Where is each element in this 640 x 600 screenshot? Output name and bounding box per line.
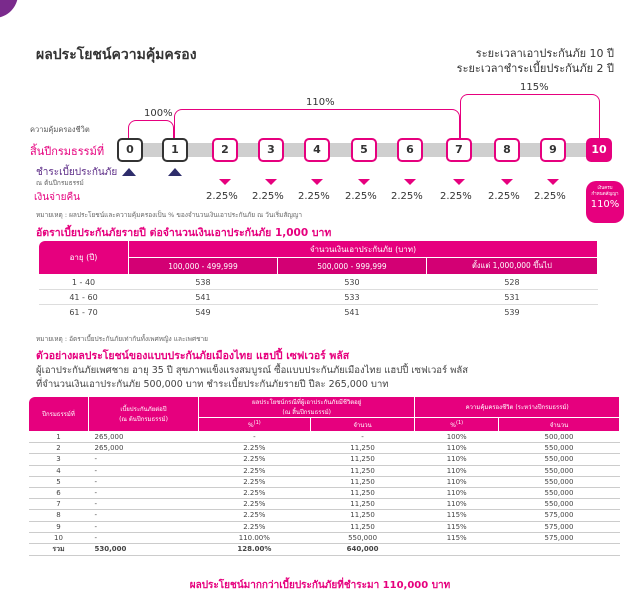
col-sum-insured-header: จำนวนเงินเอาประกันภัย (บาท)	[129, 241, 598, 258]
cell-p: 265,000	[89, 432, 199, 443]
payout-pct-year-4: 2.25%	[298, 191, 330, 202]
rate-row	[39, 305, 598, 320]
cell-y: 10	[29, 532, 89, 543]
example-line-1: ผู้เอาประกันภัยเพศชาย อายุ 35 ปี สุขภาพแข็งแรงสมบูรณ์ ซื้อแบบประกันภัยเมืองไทย แฮปปี้ เซฟเวอร์ พลัส	[36, 365, 468, 376]
cell-bp: 2.25%	[199, 510, 311, 521]
cell-ca: 550,000	[498, 476, 619, 487]
rate-cell-v1: 549	[129, 305, 278, 320]
cell-p: -	[89, 499, 199, 510]
payout-pct-year-5: 2.25%	[345, 191, 377, 202]
cell-p: 530,000	[89, 543, 199, 555]
rate-cell-v3: 531	[426, 290, 597, 305]
cell-ba: 550,000	[310, 532, 415, 543]
cell-bp: 2.25%	[199, 465, 311, 476]
payout-marker-year-8	[501, 179, 513, 185]
benefit-amount-header: จำนวน	[310, 418, 415, 432]
cell-bp: 2.25%	[199, 476, 311, 487]
payout-marker-year-4	[311, 179, 323, 185]
year-box-10: 10	[586, 138, 612, 162]
cell-ba: 11,250	[310, 499, 415, 510]
total-row	[29, 543, 620, 555]
cell-bp: 2.25%	[199, 499, 311, 510]
premium-header-sub: (ณ ต้นปีกรมธรรม์)	[119, 416, 168, 423]
tier-header-3: ตั้งแต่ 1,000,000 ขึ้นไป	[426, 258, 597, 275]
cell-cp: 110%	[415, 499, 499, 510]
payout-marker-year-2	[219, 179, 231, 185]
coverage-pct-header-text: %	[450, 422, 456, 429]
col-premium-header	[89, 397, 199, 432]
cell-p: -	[89, 521, 199, 532]
benefit-header-sub: (ณ สิ้นปีกรมธรรม์)	[282, 409, 331, 416]
payout-pct-year-6: 2.25%	[391, 191, 423, 202]
benefit-pct-sup: (1)	[253, 420, 261, 426]
payout-marker-year-3	[265, 179, 277, 185]
premium-marker-year-0	[122, 168, 136, 176]
premium-sub-label: ณ ต้นปีกรมธรรม์	[36, 179, 84, 187]
cell-p: -	[89, 476, 199, 487]
premium-label: ชำระเบี้ยประกันภัย	[36, 167, 118, 178]
cell-y: 8	[29, 510, 89, 521]
payout-pct-year-3: 2.25%	[252, 191, 284, 202]
maturity-line-2: กำหนดสัญญา	[591, 192, 619, 197]
cell-cp: 110%	[415, 443, 499, 454]
cell-bp: -	[199, 432, 311, 443]
tier-header-1: 100,000 - 499,999	[129, 258, 278, 275]
rate-cell-age: 1 - 40	[39, 275, 129, 290]
table-row	[29, 521, 620, 532]
rate-table	[38, 240, 598, 320]
cell-cp: 115%	[415, 532, 499, 543]
coverage-label: ความคุ้มครองชีวิต	[30, 125, 90, 134]
cell-ba: 11,250	[310, 465, 415, 476]
table-row	[29, 432, 620, 443]
example-line-2: ที่จำนวนเงินเอาประกันภัย 500,000 บาท ชำระเบี้ยประกันภัยรายปี ปีละ 265,000 บาท	[36, 379, 389, 390]
cell-ba: 11,250	[310, 487, 415, 498]
cell-bp: 2.25%	[199, 443, 311, 454]
cell-bp: 2.25%	[199, 521, 311, 532]
benefit-header-text: ผลประโยชน์กรณีที่ผู้เอาประกันภัยมีชีวิตอยู่	[252, 399, 362, 406]
payout-label: เงินจ่ายคืน	[34, 192, 80, 203]
col-benefit-header	[199, 397, 415, 418]
rate-cell-v1: 541	[129, 290, 278, 305]
cell-p: -	[89, 454, 199, 465]
cell-ba: -	[310, 432, 415, 443]
benefit-pct-header-text: %	[247, 422, 254, 429]
cell-bp: 2.25%	[199, 454, 311, 465]
cell-y: 6	[29, 487, 89, 498]
cell-ca: 575,000	[498, 510, 619, 521]
cell-cp: 110%	[415, 476, 499, 487]
rate-table-note: หมายเหตุ : อัตราเบี้ยประกันภัยเท่ากันทั้งเพศหญิง และเพศชาย	[36, 335, 208, 343]
cell-y: 7	[29, 499, 89, 510]
payout-marker-year-7	[453, 179, 465, 185]
table-row	[29, 532, 620, 543]
cell-p: 265,000	[89, 443, 199, 454]
tier-header-2: 500,000 - 999,999	[277, 258, 426, 275]
coverage-amount-header: จำนวน	[498, 418, 619, 432]
cell-cp: 100%	[415, 432, 499, 443]
bracket-label-100: 100%	[144, 108, 173, 119]
timeline-note: หมายเหตุ : ผลประโยชน์และความคุ้มครองเป็น % ของจำนวนเงินเอาประกันภัย ณ วันเริ่มสัญญา	[36, 211, 303, 219]
cell-cp: 110%	[415, 487, 499, 498]
bracket-115	[460, 94, 600, 142]
col-age-header: อายุ (ปี)	[39, 241, 129, 275]
rate-cell-v3: 528	[426, 275, 597, 290]
cell-ca: 550,000	[498, 443, 619, 454]
payout-marker-year-6	[404, 179, 416, 185]
payout-marker-year-9	[547, 179, 559, 185]
rate-cell-v2: 541	[277, 305, 426, 320]
table-row	[29, 487, 620, 498]
cell-cp: 115%	[415, 510, 499, 521]
table-row	[29, 443, 620, 454]
year-box-8: 8	[494, 138, 520, 162]
cell-cp: 115%	[415, 521, 499, 532]
payout-pct-year-7: 2.25%	[440, 191, 472, 202]
bracket-label-110: 110%	[306, 97, 335, 108]
year-box-5: 5	[351, 138, 377, 162]
cell-ca: 575,000	[498, 532, 619, 543]
cell-ca: 550,000	[498, 487, 619, 498]
year-box-7: 7	[446, 138, 472, 162]
cell-ba: 11,250	[310, 476, 415, 487]
bracket-label-115: 115%	[520, 82, 549, 93]
cell-cp: 110%	[415, 454, 499, 465]
cell-ca: 500,000	[498, 432, 619, 443]
rate-cell-v3: 539	[426, 305, 597, 320]
year-box-3: 3	[258, 138, 284, 162]
rate-row	[39, 275, 598, 290]
rate-table-heading: อัตราเบี้ยประกันภัยรายปี ต่อจำนวนเงินเอาประกันภัย 1,000 บาท	[36, 227, 332, 239]
table-row	[29, 499, 620, 510]
rate-cell-v2: 530	[277, 275, 426, 290]
table-row	[29, 465, 620, 476]
premium-marker-year-1	[168, 168, 182, 176]
maturity-line-1: เงินครบ	[597, 186, 613, 191]
cell-y: 5	[29, 476, 89, 487]
year-box-1: 1	[162, 138, 188, 162]
cell-cp: 110%	[415, 465, 499, 476]
year-box-9: 9	[540, 138, 566, 162]
cell-ca: 575,000	[498, 521, 619, 532]
benefit-pct-header	[199, 418, 311, 432]
cell-y: 1	[29, 432, 89, 443]
cell-y: รวม	[29, 543, 89, 555]
cell-p: -	[89, 532, 199, 543]
cell-ca: 550,000	[498, 454, 619, 465]
cell-ba: 11,250	[310, 510, 415, 521]
cell-y: 3	[29, 454, 89, 465]
cell-bp: 2.25%	[199, 487, 311, 498]
year-box-6: 6	[397, 138, 423, 162]
year-box-0: 0	[117, 138, 143, 162]
payout-pct-year-9: 2.25%	[534, 191, 566, 202]
cell-bp: 110.00%	[199, 532, 311, 543]
year-box-4: 4	[304, 138, 330, 162]
year-end-label: สิ้นปีกรมธรรม์ที่	[30, 145, 105, 158]
coverage-pct-sup: (1)	[456, 420, 464, 426]
payout-pct-year-8: 2.25%	[488, 191, 520, 202]
cell-y: 4	[29, 465, 89, 476]
cell-ca: 550,000	[498, 499, 619, 510]
benefit-summary: ผลประโยชน์มากกว่าเบี้ยประกันภัยที่ชำระมา 110,000 บาท	[189, 580, 451, 591]
coverage-period: ระยะเวลาเอาประกันภัย 10 ปี	[475, 47, 614, 60]
coverage-pct-header	[415, 418, 499, 432]
col-coverage-header: ความคุ้มครองชีวิต (ระหว่างปีกรมธรรม์)	[415, 397, 620, 418]
cell-y: 9	[29, 521, 89, 532]
payment-period: ระยะเวลาชำระเบี้ยประกันภัย 2 ปี	[456, 62, 614, 75]
cell-ba: 11,250	[310, 443, 415, 454]
cell-p: -	[89, 510, 199, 521]
cell-ba: 11,250	[310, 521, 415, 532]
maturity-badge	[586, 181, 624, 223]
table-row	[29, 476, 620, 487]
rate-row	[39, 290, 598, 305]
payout-marker-year-5	[358, 179, 370, 185]
cell-y: 2	[29, 443, 89, 454]
cell-ba: 640,000	[310, 543, 415, 555]
corner-decoration	[0, 0, 18, 18]
table-row	[29, 454, 620, 465]
example-heading: ตัวอย่างผลประโยชน์ของแบบประกันภัยเมืองไทย แฮปปี้ เซฟเวอร์ พลัส	[36, 350, 350, 362]
cell-p: -	[89, 487, 199, 498]
cell-ba: 11,250	[310, 454, 415, 465]
rate-cell-v2: 533	[277, 290, 426, 305]
cell-p: -	[89, 465, 199, 476]
rate-cell-age: 61 - 70	[39, 305, 129, 320]
cell-bp: 128.00%	[199, 543, 311, 555]
maturity-percent: 110%	[590, 199, 620, 210]
cell-cp	[415, 543, 499, 555]
col-year-header: ปีกรมธรรม์ที่	[29, 397, 89, 432]
payout-pct-year-2: 2.25%	[206, 191, 238, 202]
cell-ca: 550,000	[498, 465, 619, 476]
rate-cell-age: 41 - 60	[39, 290, 129, 305]
premium-header-text: เบี้ยประกันภัยต่อปี	[120, 406, 167, 413]
example-table	[28, 396, 620, 556]
cell-ca	[498, 543, 619, 555]
table-row	[29, 510, 620, 521]
page-title: ผลประโยชน์ความคุ้มครอง	[36, 47, 197, 63]
year-box-2: 2	[212, 138, 238, 162]
rate-cell-v1: 538	[129, 275, 278, 290]
